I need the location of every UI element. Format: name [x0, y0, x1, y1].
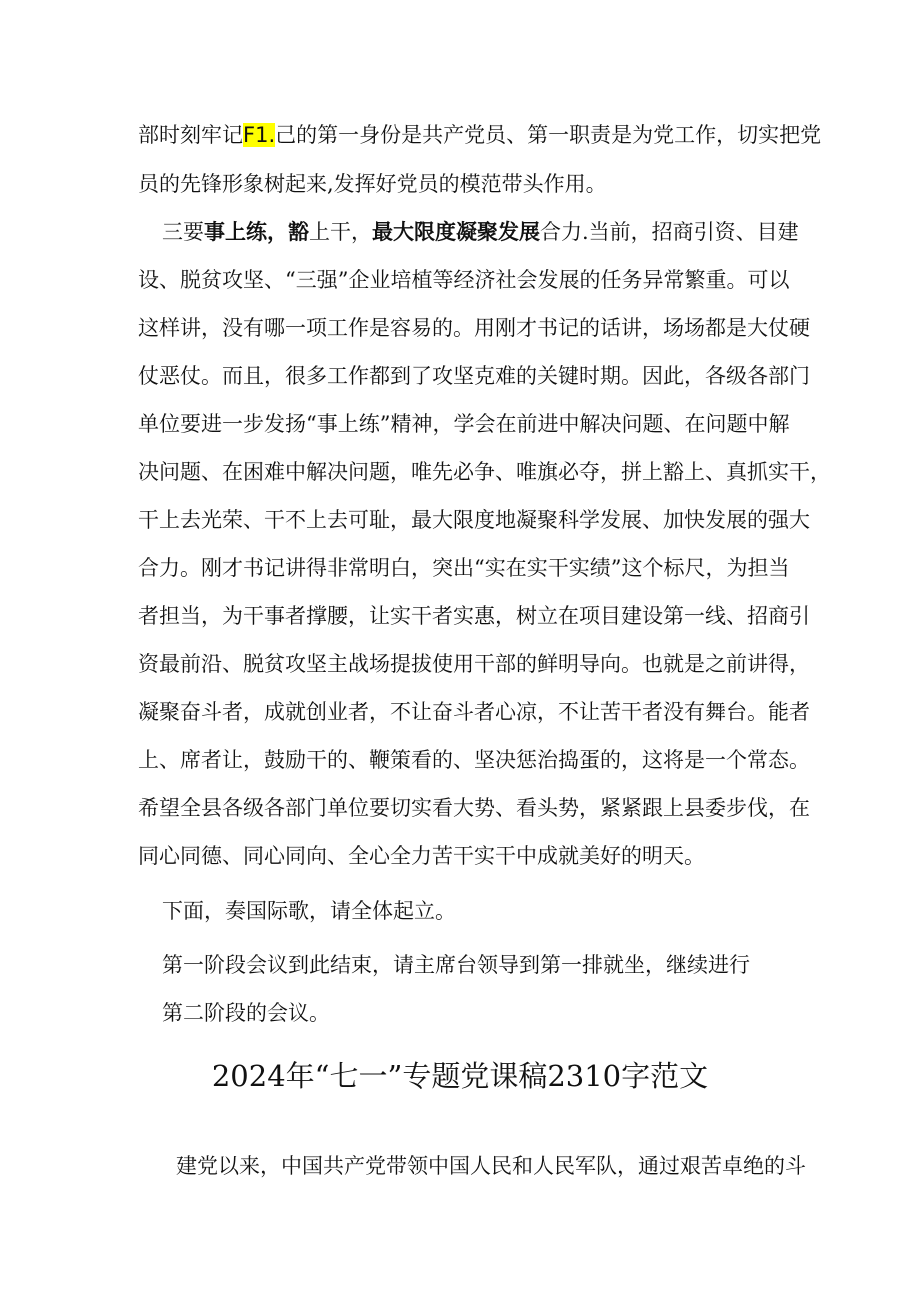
paragraph-2-line: 决问题、在困难中解决问题，唯先必争、唯旗必夺，拼上豁上、真抓实干，: [138, 460, 831, 484]
text-segment: 部时刻牢记: [138, 123, 243, 147]
paragraph-2-line: 单位要进一步发扬“事上练”精神，学会在前进中解决问题、在问题中解: [138, 412, 790, 436]
paragraph-2-line: 这样讲，没有哪一项工作是容易的。用刚才书记的话讲，场场都是大仗硬: [138, 316, 810, 340]
paragraph-2-line: 上、席者让，鼓励干的、鞭策看的、坚决惩治捣蛋的，这将是一个常态。: [138, 748, 810, 772]
paragraph-2-line: 合力。刚才书记讲得非常明白，突出“实在实干实绩”这个标尺，为担当: [138, 556, 790, 580]
paragraph-4-line-1: 第一阶段会议到此结束，请主席台领导到第一排就坐，继续进行: [162, 953, 750, 977]
text-segment: 合力.当前，招商引资、目建: [540, 220, 799, 244]
paragraph-2-line: 仗恶仗。而且，很多工作都到了攻坚克难的关键时期。因此，各级各部门: [138, 364, 810, 388]
section-title: 2024年“七一”专题党课稿2310字范文: [211, 1059, 709, 1093]
text-segment: 上干，: [309, 220, 372, 244]
text-segment: 三要: [162, 220, 204, 244]
bold-text: 事上练，豁: [204, 220, 309, 244]
paragraph-2-line: 希望全县各级各部门单位要切实看大势、看头势，紧紧跟上县委步伐，在: [138, 796, 810, 820]
paragraph-2-line: 凝聚奋斗者，成就创业者，不让奋斗者心凉，不让苦干者没有舞台。能者: [138, 700, 810, 724]
paragraph-2-line: 同心同德、同心同向、全心全力苦干实干中成就美好的明天。: [138, 844, 705, 868]
paragraph-1-line-2: 员的先锋形象树起来,发挥好党员的模范带头作用。: [138, 172, 607, 196]
paragraph-2-line: 者担当，为干事者撑腰，让实干者实惠，树立在项目建设第一线、招商引: [138, 604, 810, 628]
paragraph-2-line-1: [162, 217, 822, 247]
highlighted-text: F1.: [243, 123, 276, 147]
bold-text: 最大限度凝聚发展: [372, 220, 540, 244]
text-segment: 己的第一身份是共产党员、第一职责是为党工作，切实把党: [275, 123, 822, 147]
paragraph-2-line: 设、脱贫攻坚、“三强”企业培植等经济社会发展的任务异常繁重。可以: [138, 268, 790, 292]
paragraph-2-line: 资最前沿、脱贫攻坚主战场提拔使用干部的鲜明导向。也就是之前讲得，: [138, 652, 810, 676]
paragraph-2-line: 干上去光荣、干不上去可耻，最大限度地凝聚科学发展、加快发展的强大: [138, 508, 810, 532]
paragraph-4-line-2: 第二阶段的会议。: [162, 1001, 330, 1025]
paragraph-5-line-1: 建党以来，中国共产党带领中国人民和人民军队，通过艰苦卓绝的斗: [176, 1154, 806, 1178]
paragraph-3: 下面，奏国际歌，请全体起立。: [162, 899, 456, 923]
paragraph-1-line-1: [138, 120, 822, 150]
